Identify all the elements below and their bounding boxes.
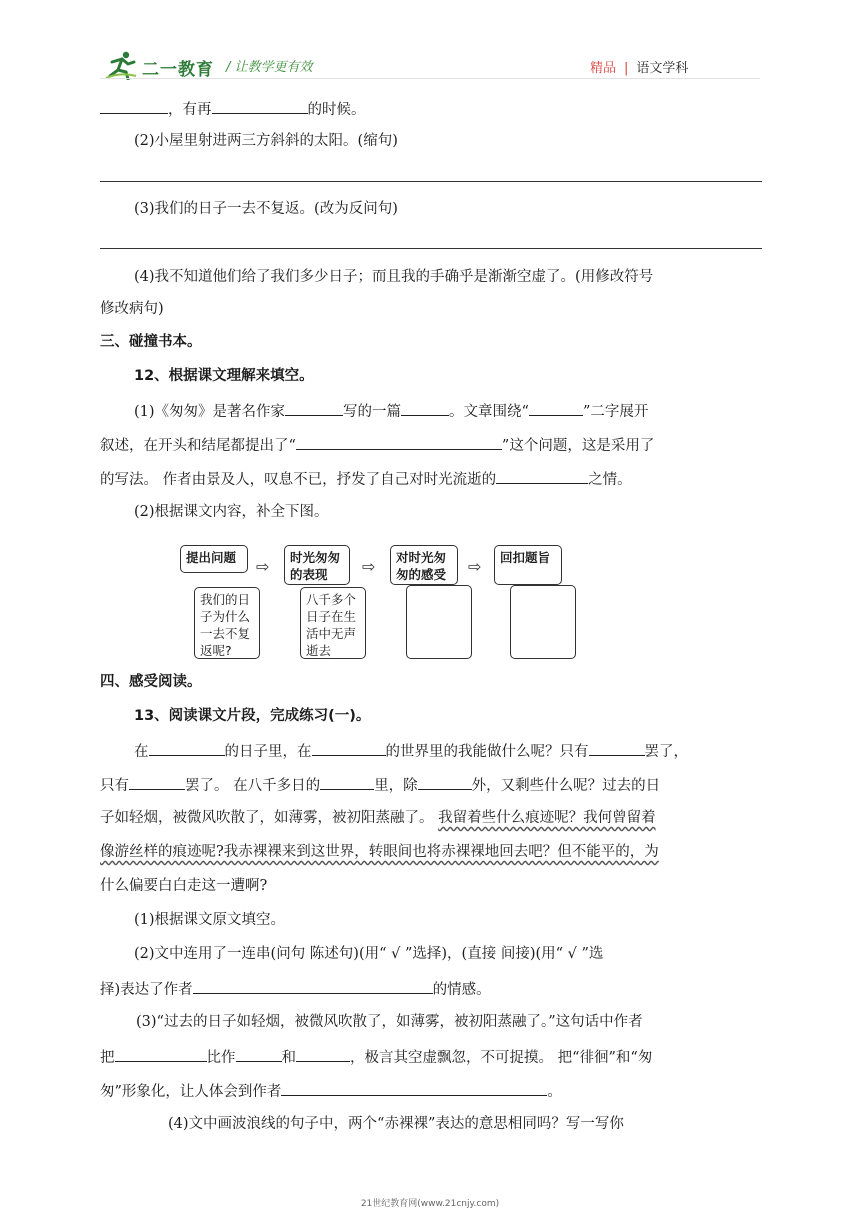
text-line: 叙述，在开头和结尾都提出了“ ”这个问题，这是采用了: [100, 434, 654, 456]
answer-blank[interactable]: [149, 740, 225, 756]
passage-line: 在 的日子里，在 的世界里的我能做什么呢？只有 罢了，: [134, 740, 688, 762]
answer-blank[interactable]: [589, 740, 645, 756]
question-2: (2)小屋里射进两三方斜斜的太阳。(缩句): [134, 133, 398, 149]
diagram-box-ask-question: 提出问题: [180, 545, 248, 573]
header-separator: |: [624, 61, 629, 76]
question-13: 13、阅读课文片段，完成练习(一)。: [134, 708, 371, 724]
page-header: [0, 0, 860, 90]
text-line: (1)《匆匆》是著名作家 写的一篇 。文章围绕“ ”二字展开: [134, 400, 648, 422]
diagram-box-theme: 回扣题旨: [494, 545, 562, 585]
question-12: 12、根据课文理解来填空。: [134, 368, 314, 384]
answer-blank[interactable]: [418, 774, 472, 790]
diagram-box-feelings: 对时光匆匆的感受: [390, 545, 458, 585]
question-4-cont: 修改病句): [100, 301, 164, 317]
text-line: 择)表达了作者 的情感。: [100, 978, 491, 1000]
passage-line: 只有 罢了。 在八千多日的 里，除 外，又剩些什么呢？过去的日: [100, 774, 660, 796]
answer-blank[interactable]: [312, 740, 386, 756]
sub-question-1: (1)根据课文原文填空。: [134, 912, 286, 928]
question-12-2: (2)根据课文内容，补全下图。: [134, 504, 329, 520]
diagram-box-time-passing: 时光匆匆的表现: [284, 545, 350, 585]
arrow-right-icon: ⇨: [256, 557, 270, 576]
passage-line: 子如轻烟，被微风吹散了，如薄雾，被初阳蒸融了。 我留着些什么痕迹呢？我何曾留着: [100, 810, 656, 826]
answer-blank[interactable]: [285, 400, 343, 416]
answer-blank[interactable]: [281, 1080, 547, 1096]
section-4-title: 四、感受阅读。: [100, 674, 202, 690]
sub-question-2: (2)文中连用了一连串(问句 陈述句)(用“ √ ”选择)，(直接 间接)(用“ √ ”选: [134, 946, 604, 962]
answer-blank[interactable]: [496, 468, 588, 484]
answer-line[interactable]: [100, 248, 762, 249]
arrow-right-icon: ⇨: [468, 557, 482, 576]
header-right: [590, 57, 688, 76]
answer-blank[interactable]: [115, 1046, 207, 1062]
answer-blank[interactable]: [529, 400, 583, 416]
header-divider: [100, 78, 760, 79]
footer: 21世纪教育网(www.21cnjy.com): [360, 1199, 500, 1209]
diagram-box-answer-3[interactable]: [406, 585, 472, 659]
answer-blank[interactable]: [129, 774, 185, 790]
passage-line: 什么偏要白白走这一遭啊?: [100, 878, 268, 894]
diagram-box-content-2: 八千多个日子在生活中无声逝去: [300, 587, 366, 659]
text-line: 的写法。 作者由景及人，叹息不已，抒发了自己对时光流逝的 之情。: [100, 468, 632, 490]
answer-blank[interactable]: [296, 434, 502, 450]
flow-diagram: [176, 545, 578, 659]
arrow-right-icon: ⇨: [362, 557, 376, 576]
section-3-title: 三、碰撞书本。: [100, 334, 202, 350]
answer-blank[interactable]: [320, 774, 374, 790]
answer-blank[interactable]: [212, 98, 308, 114]
question-4: (4)我不知道他们给了我们多少日子；而且我的手确乎是渐渐空虚了。(用修改符号: [134, 269, 654, 285]
slogan: / 让教学更有效: [226, 60, 313, 75]
wavy-underlined-text: 我留着些什么痕迹呢？我何曾留着: [438, 810, 656, 826]
diagram-box-content-1: 我们的日子为什么一去不复返呢?: [194, 587, 260, 659]
sub-question-3: (3)“过去的日子如轻烟，被微风吹散了，如薄雾，被初阳蒸融了。”这句话中作者: [136, 1014, 643, 1030]
sub-question-4: (4)文中画波浪线的句子中，两个“赤裸裸”表达的意思相同吗？写一写你: [168, 1116, 624, 1132]
text-line: 匆”形象化，让人体会到作者 。: [100, 1080, 562, 1102]
answer-blank[interactable]: [401, 400, 449, 416]
text-line: ，有再 的时候。: [100, 98, 366, 120]
jingpin-label: 精品: [590, 61, 617, 76]
answer-blank[interactable]: [100, 98, 168, 114]
logo-text: 二一教育: [142, 60, 214, 80]
text-line: 把 比作 和 ，极言其空虚飘忽，不可捉摸。 把“徘徊”和“匆: [100, 1046, 652, 1068]
answer-blank[interactable]: [193, 978, 433, 994]
runner-logo-icon: [104, 50, 138, 80]
answer-blank[interactable]: [296, 1046, 350, 1062]
answer-line[interactable]: [100, 181, 762, 182]
answer-blank[interactable]: [236, 1046, 282, 1062]
subject-label: 语文学科: [636, 61, 689, 76]
diagram-box-answer-4[interactable]: [510, 585, 576, 659]
question-3: (3)我们的日子一去不复返。(改为反问句): [134, 201, 398, 217]
wavy-underlined-text: 像游丝样的痕迹呢?我赤裸裸来到这世界，转眼间也将赤裸裸地回去吧？但不能平的，为: [100, 844, 659, 860]
